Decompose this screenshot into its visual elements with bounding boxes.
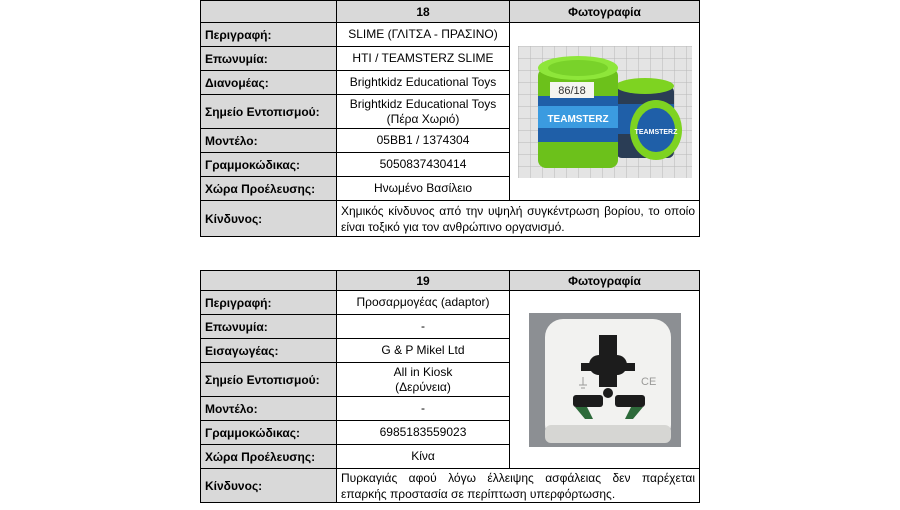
origin-value: Ηνωμένο Βασίλειο [337,177,510,201]
product-table-18 [200,0,700,237]
model-value: 05BB1 / 1374304 [337,129,510,153]
adaptor-ce-mark: CE [640,375,656,388]
location-label: Σημείο Εντοπισμού: [201,95,337,129]
location-line-1: All in Kiosk [393,364,453,379]
risk-label: Κίνδυνος: [201,201,337,237]
location-line-1: Brightkidz Educational Toys [349,96,497,111]
product-photo-cell [510,291,700,469]
risk-value: Χημικός κίνδυνος από την υψηλή συγκέντρωση βορίου, το οποίο είναι τοξικό για τον ανθρώπινο οργανισμό. [337,201,700,237]
barcode-label: Γραμμοκώδικας: [201,153,337,177]
brand-label: Επωνυμία: [201,315,337,339]
location-line-2: (Πέρα Χωριό) [386,111,460,126]
location-value [337,95,510,129]
origin-value: Κίνα [337,445,510,469]
description-value: Προσαρμογέας (adaptor) [337,291,510,315]
barcode-value: 5050837430414 [337,153,510,177]
brand-label: Επωνυμία: [201,47,337,71]
photo-header: Φωτογραφία [510,271,700,291]
importer-label: Εισαγωγέας: [201,339,337,363]
slime-product-photo [518,46,692,178]
slime-label-text: 86/18 [557,84,586,97]
risk-label: Κίνδυνος: [201,469,337,503]
origin-label: Χώρα Προέλευσης: [201,445,337,469]
location-line-2: (Δερύνεια) [395,379,451,394]
slime-brand-text: TEAMSTERZ [546,113,609,125]
model-label: Μοντέλο: [201,129,337,153]
photo-header: Φωτογραφία [510,1,700,23]
product-photo-cell [510,23,700,201]
product-table-19 [200,270,700,503]
risk-value: Πυρκαγιάς αφού λόγω έλλειψης ασφάλειας δεν παρέχεται επαρκής προστασία σε περίπτωση υπερφόρτωσης. [337,469,700,503]
importer-value: G & P Mikel Ltd [337,339,510,363]
description-label: Περιγραφή: [201,291,337,315]
barcode-value: 6985183559023 [337,421,510,445]
model-label: Μοντέλο: [201,397,337,421]
barcode-label: Γραμμοκώδικας: [201,421,337,445]
header-blank-cell [201,1,337,23]
distributor-label: Διανομέας: [201,71,337,95]
description-value: SLIME (ΓΛΙΤΣΑ - ΠΡΑΣΙΝΟ) [337,23,510,47]
location-value [337,363,510,397]
origin-label: Χώρα Προέλευσης: [201,177,337,201]
model-value: - [337,397,510,421]
description-label: Περιγραφή: [201,23,337,47]
distributor-value: Brightkidz Educational Toys [337,71,510,95]
product-number: 19 [337,271,510,291]
product-number: 18 [337,1,510,23]
header-blank-cell [201,271,337,291]
slime-lid-text: TEAMSTERZ [634,128,677,136]
brand-value: - [337,315,510,339]
brand-value: HTI / TEAMSTERZ SLIME [337,47,510,71]
adaptor-product-photo [529,313,681,447]
location-label: Σημείο Εντοπισμού: [201,363,337,397]
